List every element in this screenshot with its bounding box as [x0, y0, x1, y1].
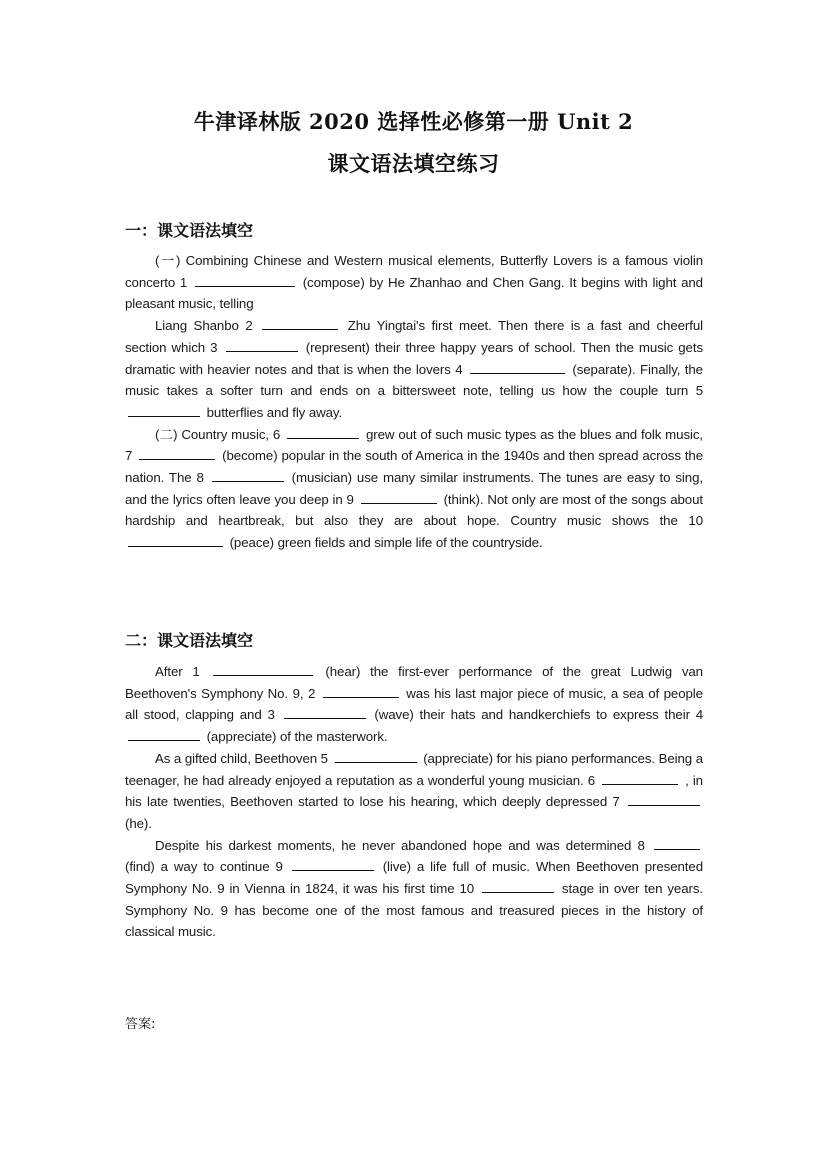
passage-text: (separate). Finally, the music takes a softer turn and ends on a bittersweet note, telling us how the couple turn — [125, 361, 703, 399]
passage-text: (compose) by He Zhanhao and Chen Gang. It begins with light and pleasant music, telling — [125, 274, 703, 312]
document-title-line2: 课文语法填空练习 — [327, 151, 500, 176]
blank-1[interactable] — [195, 275, 295, 287]
blank-3[interactable] — [226, 340, 298, 352]
blank-4[interactable] — [128, 729, 200, 741]
passage-text: (appreciate) of the masterwork. — [206, 729, 388, 745]
passage-text: As a gifted child, Beethoven 5 — [155, 750, 328, 766]
blank-8[interactable] — [212, 470, 284, 482]
passage-text: (live) a life full of music. When Beethoven presented Symphony No. 9 in Vienna in 1824, it was his first time 10 — [125, 859, 703, 897]
passage-text: (appreciate) for his piano performances. Being a teenager, he had already enjoyed a reputation as a — [125, 750, 703, 788]
passage-text: , — [685, 772, 689, 788]
section1-passage — [125, 250, 703, 554]
passage-text: 2 — [307, 685, 316, 701]
blank-7[interactable] — [139, 448, 215, 460]
passage-text: After 1 — [155, 664, 200, 679]
passage-text: in his late twenties, Beethoven started to lose his hearing, which deeply depressed 7 — [125, 772, 703, 810]
blank-10[interactable] — [128, 535, 223, 547]
passage-text: stage in over ten years. Symphony No. 9 has become one of the most famous and treasured pieces in the history of classical music. — [125, 881, 703, 940]
section2-passage — [125, 661, 703, 943]
passage-text: butterflies and fly away. — [206, 404, 343, 420]
answer-label: 答案: — [125, 1017, 156, 1032]
passage-text: Zhu Yingtai's first meet. Then there is a fast and cheerful section which 3 — [125, 318, 703, 355]
blank-3[interactable] — [284, 707, 366, 719]
passage-text: (一) Combining Chinese and Western musical elements, Butterfly Lovers is a famous violin concerto 1 — [125, 253, 703, 290]
document-title-line1: 牛津译林版 2020 选择性必修第一册 Unit 2 — [193, 109, 634, 134]
blank-1[interactable] — [213, 664, 313, 676]
blank-6[interactable] — [602, 773, 678, 785]
section1-heading: 一：课文语法填空 — [125, 221, 254, 240]
passage-text: (represent) their three happy years of school. Then the music gets dramatic with heavier notes and that is when the lovers 4 — [125, 339, 703, 377]
blank-5[interactable] — [128, 405, 200, 417]
blank-8[interactable] — [654, 838, 700, 850]
passage-text: 5 — [695, 383, 703, 399]
passage-text: Despite his darkest moments, he never abandoned hope and was determined 8 — [155, 837, 645, 853]
passage-text: was his last major piece of music, a sea of people all stood, clapping and 3 — [125, 685, 703, 723]
blank-7[interactable] — [628, 794, 700, 806]
blank-6[interactable] — [287, 427, 359, 439]
passage-text: Liang Shanbo 2 — [155, 318, 253, 334]
passage-text: (二) Country music, 6 — [155, 426, 281, 442]
blank-2[interactable] — [262, 318, 338, 330]
passage-text: (peace) green fields and simple life of the countryside. — [229, 535, 543, 551]
passage-text: (musician) use many similar instruments. The tunes are easy to sing, and the lyrics often leave you deep in 9 — [125, 470, 703, 507]
blank-4[interactable] — [470, 362, 565, 374]
passage-text: grew out of such music types as the blues and folk music, 7 — [125, 426, 703, 464]
passage-text: (find) a way to continue 9 — [125, 859, 283, 875]
blank-9[interactable] — [292, 859, 374, 871]
passage-text: wonderful young musician. 6 — [427, 772, 596, 788]
blank-9[interactable] — [361, 492, 437, 504]
passage-text: (become) popular in the south of America in the 1940s and then spread across the nation. The 8 — [125, 448, 703, 486]
blank-10[interactable] — [482, 881, 554, 893]
blank-2[interactable] — [323, 686, 399, 698]
blank-5[interactable] — [335, 751, 417, 763]
passage-text: (hear) the first-ever performance of the great Ludwig van Beethoven's Symphony No. 9, — [125, 664, 703, 701]
section2-heading: 二：课文语法填空 — [125, 631, 254, 650]
passage-text: (think). Not only are most of the songs about hardship and heartbreak, but also they are about hope. Country music shows the 10 — [125, 491, 703, 529]
passage-text: (wave) their hats and handkerchiefs to express their 4 — [374, 707, 703, 723]
passage-text: (he). — [125, 815, 152, 831]
